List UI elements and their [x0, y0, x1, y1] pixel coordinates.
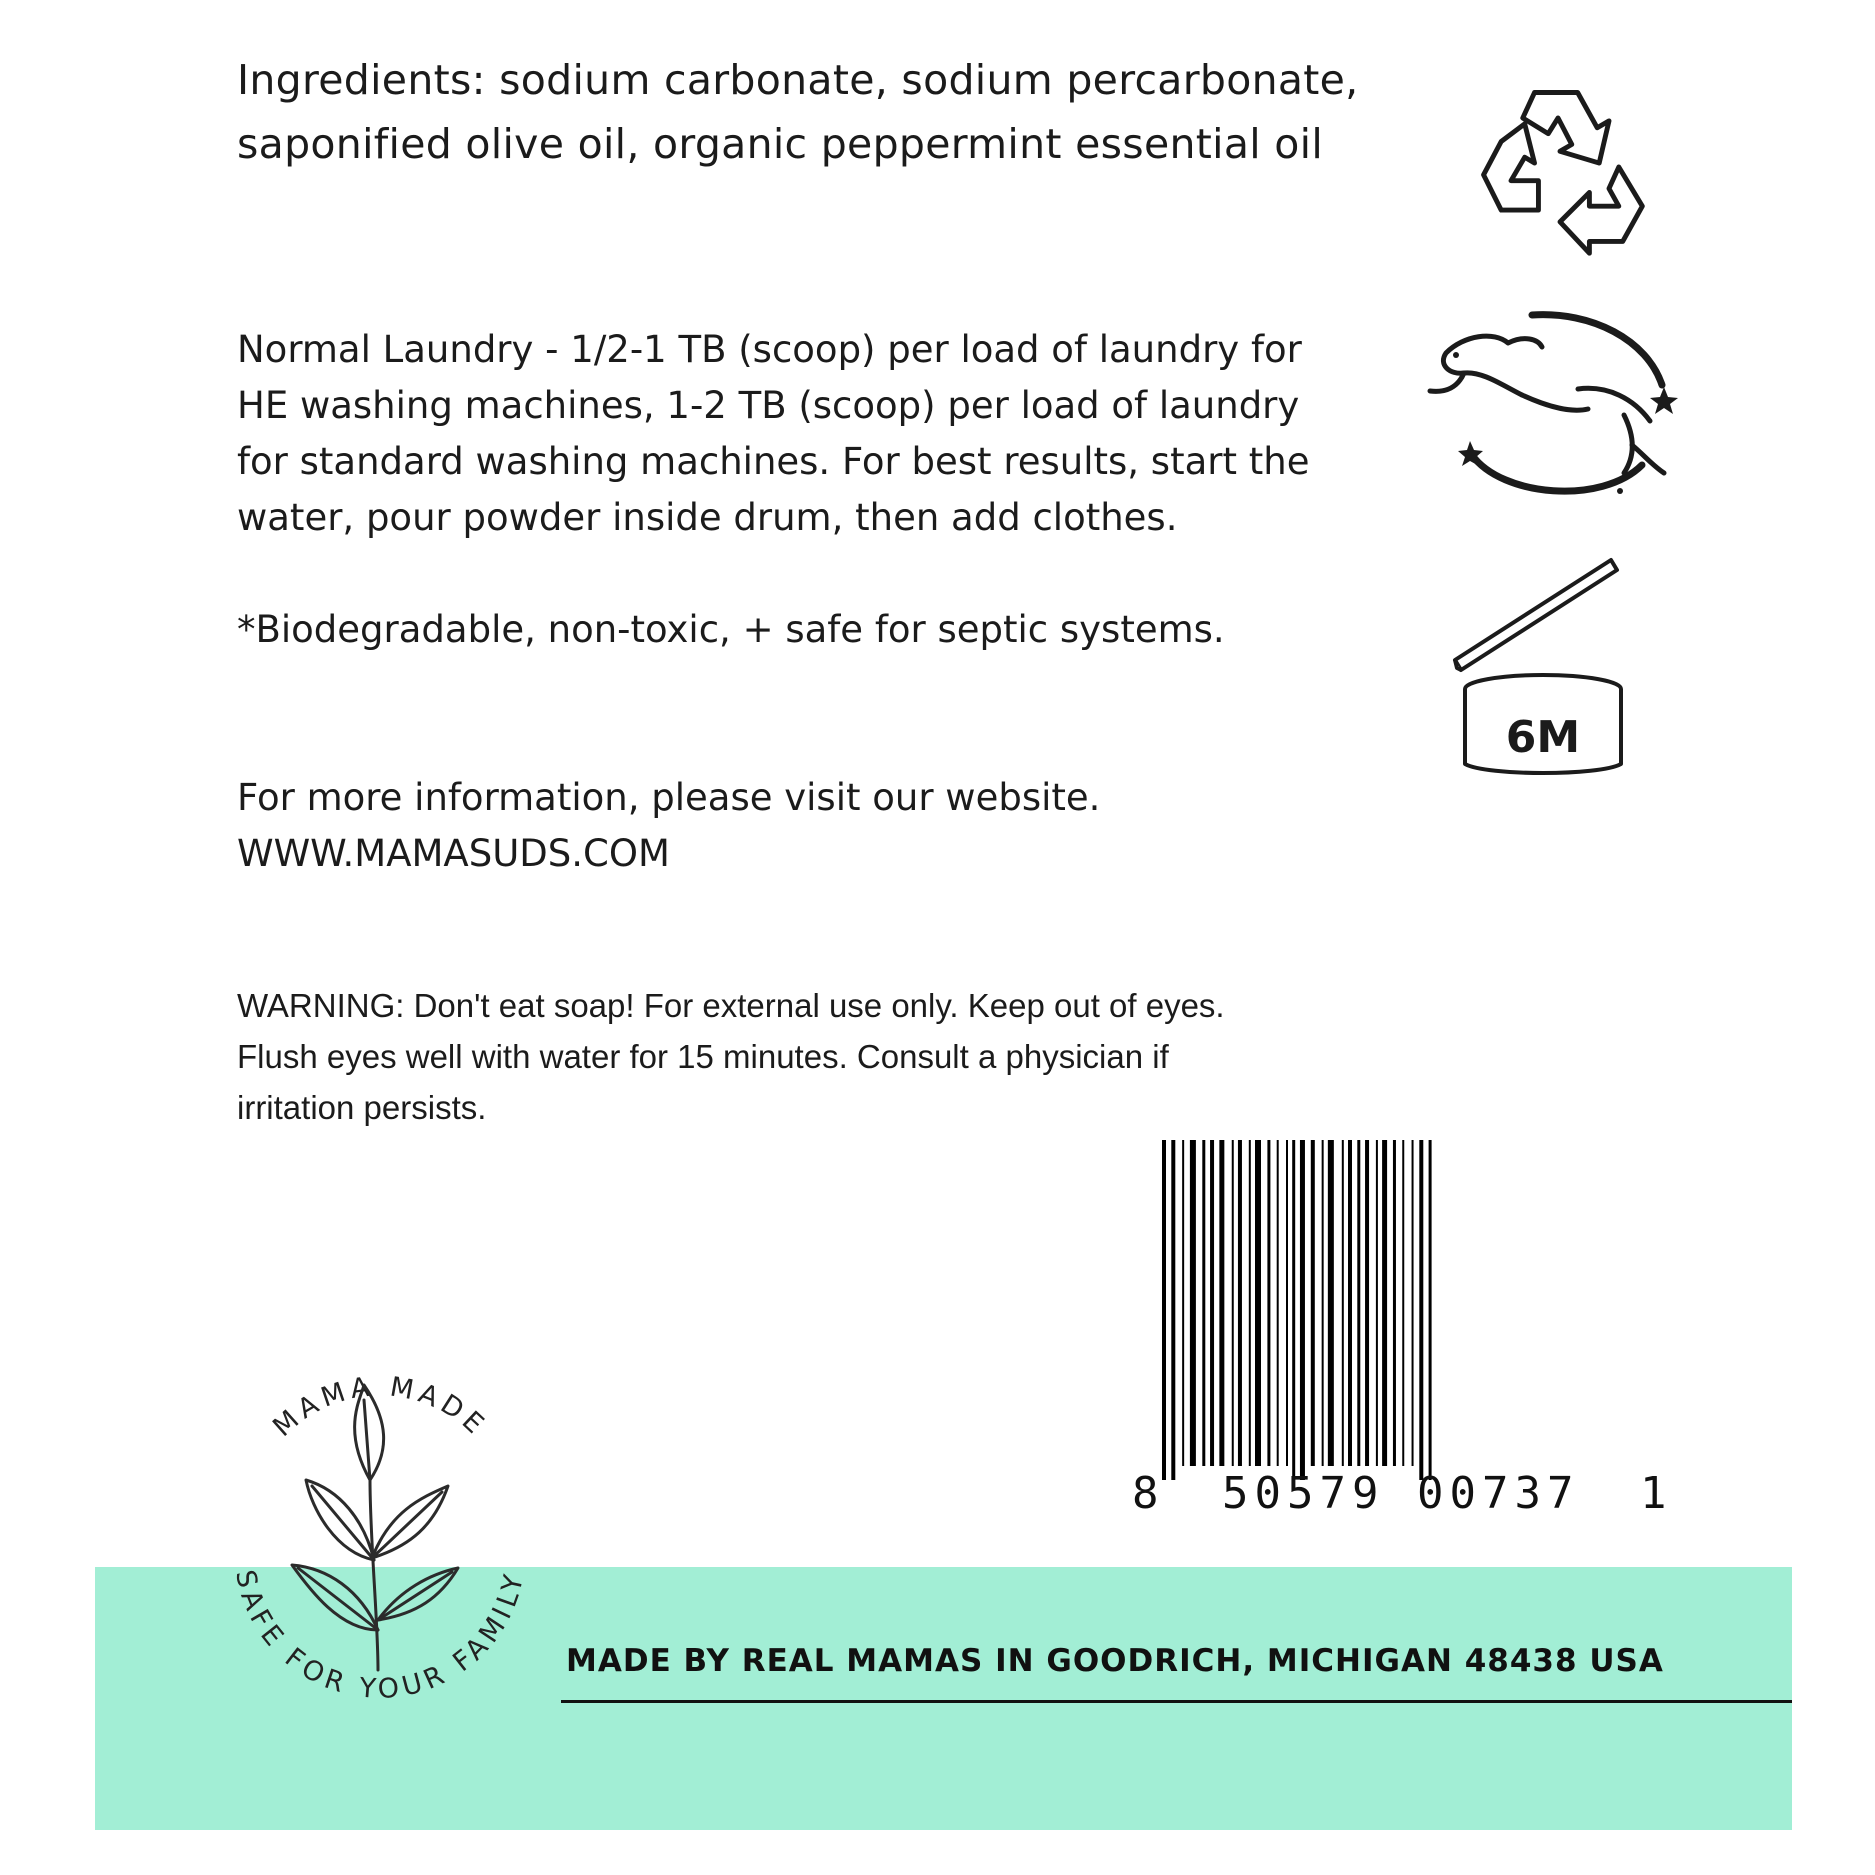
ingredients-line: saponified olive oil, organic peppermint essential oil	[237, 120, 1324, 168]
biodegradable-note: *Biodegradable, non-toxic, + safe for septic systems.	[237, 608, 1225, 651]
badge-bottom-text: SAFE FOR YOUR FAMILY	[229, 1567, 531, 1706]
barcode-bar	[1292, 1140, 1295, 1480]
barcode-bar	[1171, 1140, 1175, 1480]
warning-line: WARNING: Don't eat soap! For external use only. Keep out of eyes.	[237, 987, 1225, 1024]
barcode-bar	[1376, 1140, 1378, 1466]
warning-line: Flush eyes well with water for 15 minutes. Consult a physician if	[237, 1038, 1169, 1075]
barcode-bar	[1322, 1140, 1324, 1466]
barcode-bar	[1357, 1140, 1360, 1466]
barcode	[1112, 1140, 1672, 1540]
barcode-bar	[1382, 1140, 1387, 1466]
directions-line: for standard washing machines. For best results, start the	[237, 440, 1310, 483]
warning-text	[237, 980, 1225, 1133]
barcode-bar	[1393, 1140, 1396, 1466]
barcode-bar	[1190, 1140, 1196, 1466]
warning-line: irritation persists.	[237, 1089, 487, 1126]
website-info	[237, 770, 1100, 882]
barcode-bar	[1162, 1140, 1166, 1480]
barcode-bar	[1210, 1140, 1214, 1466]
directions-text	[237, 322, 1309, 546]
barcode-bar	[1232, 1140, 1234, 1466]
barcode-bar	[1402, 1140, 1404, 1466]
made-by-text: MADE BY REAL MAMAS IN GOODRICH, MICHIGAN 48438 USA	[566, 1643, 1664, 1679]
barcode-bar	[1365, 1140, 1369, 1466]
recycle-icon	[1462, 72, 1658, 260]
directions-line: HE washing machines, 1-2 TB (scoop) per load of laundry	[237, 384, 1300, 427]
period-after-opening-icon	[1447, 552, 1639, 782]
barcode-bar	[1348, 1140, 1352, 1466]
directions-line: water, pour powder inside drum, then add clothes.	[237, 496, 1178, 539]
barcode-bar	[1219, 1140, 1224, 1466]
barcode-bar	[1267, 1140, 1270, 1466]
barcode-bar	[1311, 1140, 1315, 1466]
divider	[561, 1700, 1792, 1703]
barcode-bar	[1202, 1140, 1205, 1466]
barcode-bar	[1412, 1140, 1414, 1466]
leaping-bunny-icon	[1412, 305, 1684, 505]
barcode-bar	[1286, 1140, 1288, 1466]
svg-text:MAMA MADE	[267, 1371, 493, 1443]
barcode-bar	[1182, 1140, 1184, 1466]
barcode-bar	[1238, 1140, 1242, 1466]
barcode-digits-group2: 00737	[1417, 1468, 1580, 1519]
barcode-bar	[1277, 1140, 1279, 1466]
website-link[interactable]: WWW.MAMASUDS.COM	[237, 832, 670, 875]
barcode-bar	[1419, 1140, 1423, 1480]
barcode-bar	[1300, 1140, 1305, 1480]
pao-label: 6M	[1505, 712, 1581, 763]
barcode-bar	[1429, 1140, 1432, 1480]
barcode-digit-right: 1	[1640, 1468, 1667, 1519]
svg-text:SAFE FOR YOUR FAMILY	[229, 1567, 531, 1705]
barcode-bar	[1342, 1140, 1344, 1466]
barcode-bar	[1249, 1140, 1251, 1466]
barcode-bar	[1255, 1140, 1261, 1466]
info-line: For more information, please visit our website.	[237, 776, 1101, 819]
ingredients-line: Ingredients: sodium carbonate, sodium percarbonate,	[237, 56, 1359, 104]
barcode-bar	[1328, 1140, 1334, 1466]
ingredients-text	[237, 48, 1359, 176]
barcode-digits-group1: 50579	[1222, 1468, 1385, 1519]
barcode-digit-left: 8	[1132, 1468, 1159, 1519]
leaf-icon	[292, 1385, 458, 1670]
mama-made-badge	[220, 1290, 540, 1760]
badge-top-text: MAMA MADE	[267, 1371, 494, 1444]
directions-line: Normal Laundry - 1/2-1 TB (scoop) per load of laundry for	[237, 328, 1302, 371]
